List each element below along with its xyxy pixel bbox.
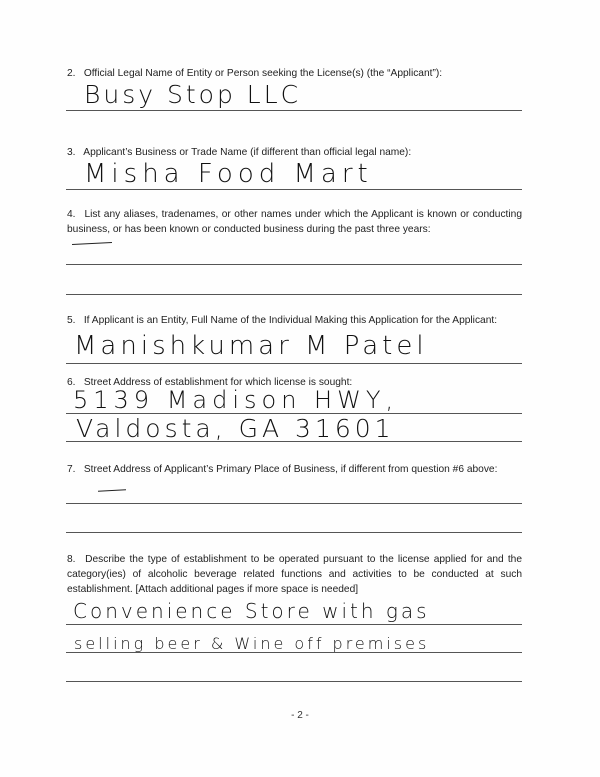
answer-establishment-line-2[interactable]: selling beer & Wine off premises: [74, 634, 430, 653]
answer-line: [66, 532, 522, 533]
answer-aliases-dash: [72, 242, 112, 245]
question-number: 8.: [67, 554, 76, 565]
question-label: Street Address of Applicant’s Primary Place of Business, if different from question #6 above:: [83, 464, 498, 475]
answer-primary-address-dash: [98, 489, 126, 491]
question-8: [67, 552, 522, 597]
question-number: 6.: [67, 377, 76, 388]
question-number: 5.: [67, 315, 76, 326]
answer-line: [66, 189, 522, 190]
question-number: 2.: [67, 68, 76, 79]
question-label: Official Legal Name of Entity or Person seeking the License(s) (the “Applicant”):: [83, 68, 443, 79]
answer-line: [66, 363, 522, 364]
answer-legal-name[interactable]: Busy Stop LLC: [84, 80, 302, 109]
answer-address-line-1[interactable]: 5139 Madison HWY,: [73, 386, 399, 414]
page-number: - 2 -: [291, 710, 309, 721]
answer-line: [66, 681, 522, 682]
answer-address-line-2[interactable]: Valdosta, GA 31601: [76, 414, 395, 443]
question-label: Applicant’s Business or Trade Name (if different than official legal name):: [83, 147, 412, 158]
answer-individual-name[interactable]: Manishkumar M Patel: [74, 331, 428, 361]
question-2: [67, 66, 522, 81]
answer-line: [66, 264, 522, 265]
answer-line: [66, 110, 522, 111]
answer-line: [66, 652, 522, 653]
question-label: Describe the type of establishment to be operated pursuant to the license applied for and the category(ies) of alcoholic beverage related functions and activities to be conducted at such establishment. [Attach additional pages if more space is needed]: [67, 554, 522, 595]
question-label: If Applicant is an Entity, Full Name of the Individual Making this Application for the Applicant:: [83, 315, 498, 326]
question-label: Street Address of establishment for which license is sought:: [83, 377, 353, 388]
answer-line: [66, 503, 522, 504]
question-4: [67, 207, 522, 237]
question-5: [67, 313, 522, 328]
answer-line: [66, 441, 522, 442]
question-number: 7.: [67, 464, 76, 475]
answer-establishment-line-1[interactable]: Convenience Store with gas: [73, 599, 430, 623]
answer-line: [66, 294, 522, 295]
answer-trade-name[interactable]: Misha Food Mart: [84, 159, 373, 189]
question-label: List any aliases, tradenames, or other names under which the Applicant is known or conducting business, or has been known or conducted business during the past three years:: [67, 209, 522, 235]
question-number: 3.: [67, 147, 76, 158]
question-3: [67, 145, 522, 160]
answer-line: [66, 624, 522, 625]
question-7: [67, 462, 522, 477]
question-number: 4.: [67, 209, 76, 220]
